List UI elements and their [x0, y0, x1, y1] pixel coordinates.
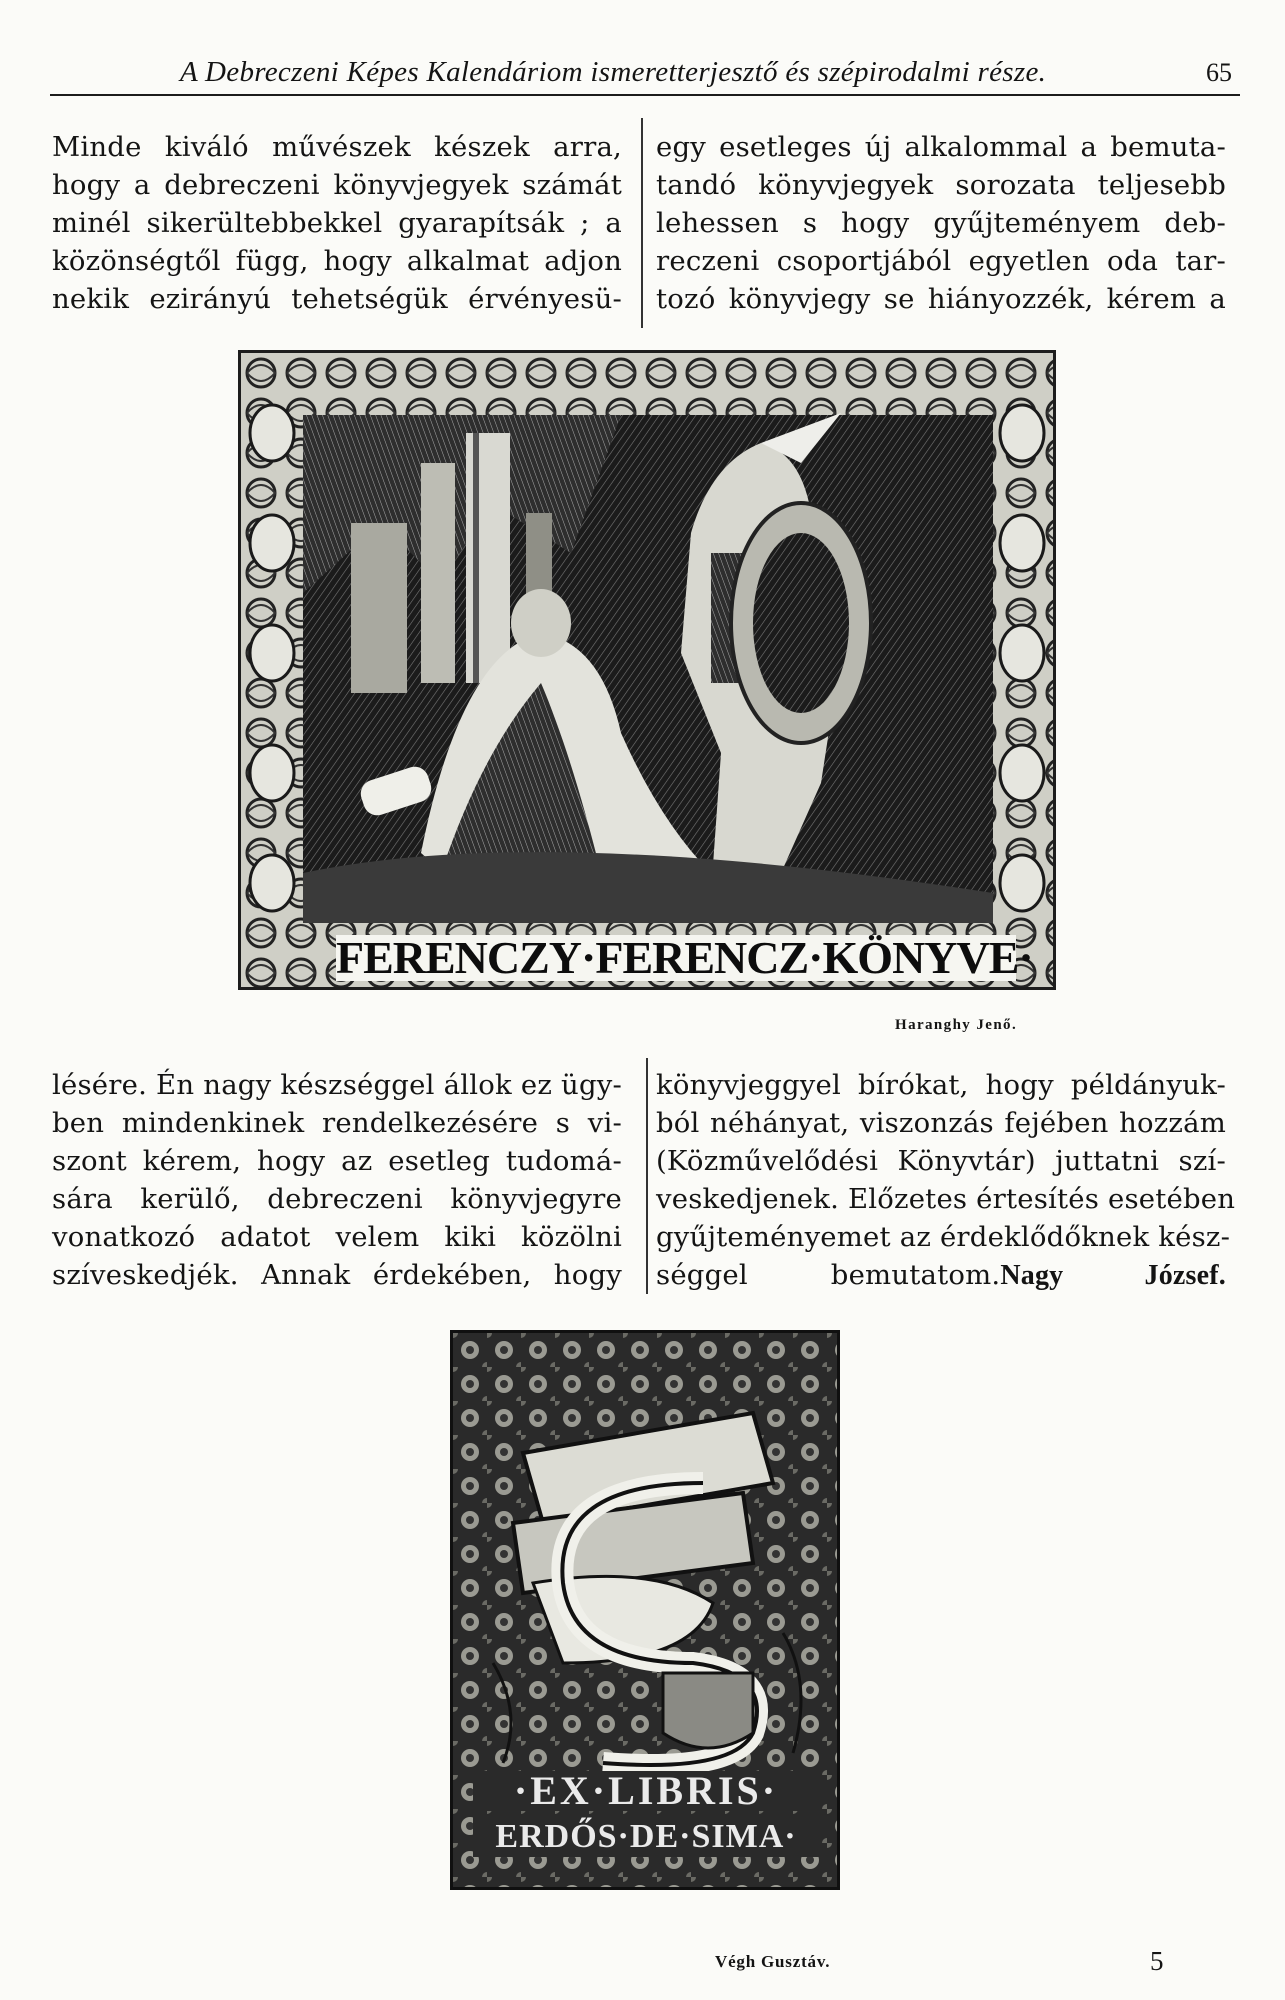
bottom-left-column — [52, 1066, 622, 1294]
text-line: tozó könyvjegy se hiányozzék, kérem a — [656, 283, 1226, 315]
author-signature: Nagy József. — [1000, 1260, 1227, 1291]
text-line-with-signature — [656, 1256, 1226, 1295]
text-line: hogy a debreczeni könyvjegyek számát — [52, 169, 622, 201]
text-line: nekik ezirányú tehetségük érvényesü- — [52, 283, 622, 315]
text-line: minél sikerültebbekkel gyarapítsák ; a — [52, 207, 622, 239]
column-divider — [641, 118, 643, 328]
running-title: A Debreczeni Képes Kalendáriom ismeretterjesztő és szépirodalmi része. — [180, 56, 1047, 88]
text-line: könyvjeggyel bírókat, hogy példányuk- — [656, 1069, 1226, 1101]
text-line: szíveskedjék. Annak érdekében, hogy — [52, 1259, 622, 1291]
exlibris-title: ·EX·LIBRIS· — [473, 1771, 819, 1811]
top-right-column — [656, 128, 1226, 318]
text-line: Minde kiváló művészek készek arra, — [52, 131, 622, 163]
artist-credit-haranghy: Haranghy Jenő. — [895, 1017, 1018, 1033]
column-divider — [646, 1058, 648, 1294]
text-line: sára kerülő, debreczeni könyvjegyre — [52, 1183, 622, 1215]
text-line: (Közművelődési Könyvtár) juttatni szí- — [656, 1145, 1226, 1177]
bottom-right-column — [656, 1066, 1236, 1295]
running-header — [50, 50, 1240, 96]
top-left-column — [52, 128, 622, 318]
text-line: vonatkozó adatot velem kiki közölni — [52, 1221, 622, 1253]
text-line: gyűjteményemet az érdeklődőknek kész- — [656, 1221, 1231, 1253]
text-line: egy esetleges új alkalommal a bemuta- — [656, 131, 1226, 163]
ferenczy-banner-text: FERENCZY·FERENCZ·KÖNYVE· — [336, 932, 1033, 983]
text-line: lehessen s hogy gyűjteményem deb- — [656, 207, 1226, 239]
text-line: séggel bemutatom. — [656, 1259, 1001, 1291]
exlibris-owner: ERDŐS·DE·SIMA· — [473, 1817, 819, 1857]
artist-credit-vegh: Végh Gusztáv. — [715, 1952, 831, 1971]
text-line: reczeni csoportjából egyetlen oda tar- — [656, 245, 1226, 277]
text-line: szont kérem, hogy az esetleg tudomá- — [52, 1145, 622, 1177]
ferenczy-bookplate-illustration — [238, 350, 1056, 990]
page-number: 65 — [1206, 58, 1232, 87]
text-line: tandó könyvjegyek sorozata teljesebb — [656, 169, 1226, 201]
text-line: lésére. Én nagy készséggel állok ez ügy- — [52, 1069, 622, 1101]
text-line: ból néhányat, viszonzás fejében hozzám — [656, 1107, 1226, 1139]
text-line: közönségtől függ, hogy alkalmat adjon — [52, 245, 622, 277]
printer-signature-mark: 5 — [1150, 1946, 1164, 1976]
bookplate-engraving — [241, 353, 1053, 987]
text-line: veskedjenek. Előzetes értesítés esetében — [656, 1183, 1236, 1215]
text-line: ben mindenkinek rendelkezésére s vi- — [52, 1107, 622, 1139]
erdos-exlibris-illustration — [450, 1330, 840, 1890]
